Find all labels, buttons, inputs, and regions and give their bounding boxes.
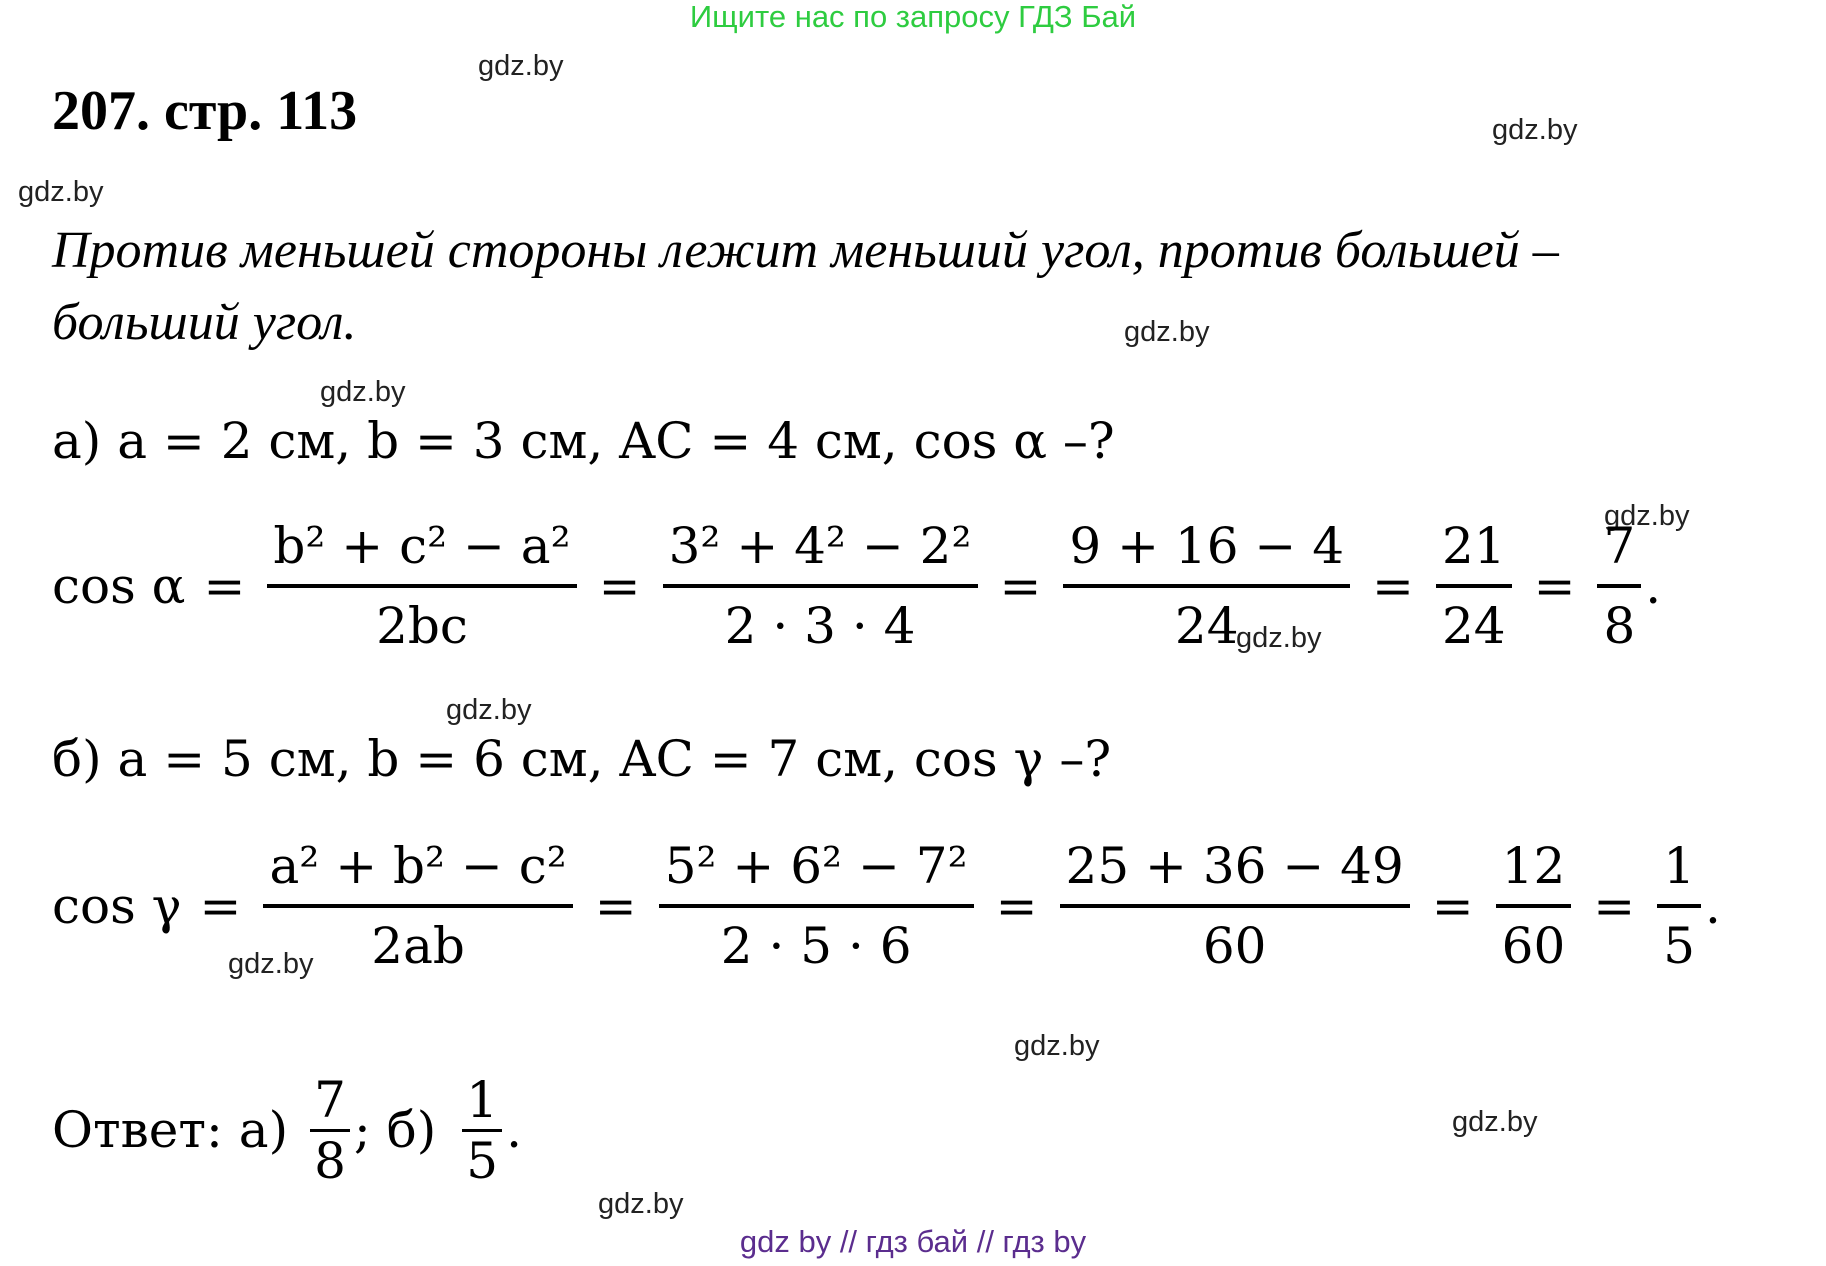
part-b-fraction-3 [1060,836,1410,976]
numerator: b² + c² − a² [273,517,571,575]
answer-a-fraction [310,1071,350,1190]
denominator: 5 [466,1131,499,1190]
part-b-lhs: cos γ [52,877,182,935]
equals-sign: = [1593,877,1636,935]
numerator: 12 [1501,837,1566,895]
answer-label: Ответ: а) [52,1101,289,1159]
denominator: 24 [1174,597,1239,655]
part-a-fraction-4 [1436,516,1512,656]
part-a-fraction-2 [663,516,978,656]
rule-line-2: больший угол. [52,294,357,351]
rule-line-1: Против меньшей стороны лежит меньший угол, против большей – [52,222,1559,279]
denominator: 60 [1501,917,1566,975]
part-a-fraction-3 [1063,516,1350,656]
answer-separator: ; б) [353,1101,437,1159]
watermark: gdz.by [598,1188,684,1220]
denominator: 2ab [371,917,465,975]
numerator: 1 [1663,837,1696,895]
equals-sign: = [199,877,242,935]
denominator: 2bc [376,597,468,655]
part-b-fraction-4 [1496,836,1572,976]
equals-sign: = [594,877,637,935]
exercise-heading: 207. стр. 113 [52,80,358,142]
watermark: gdz.by [320,376,406,408]
part-a-fraction-1 [267,516,576,656]
watermark: gdz.by [228,948,314,980]
equals-sign: = [1431,877,1474,935]
equals-sign: = [203,557,246,615]
numerator: 7 [314,1070,346,1129]
numerator: 25 + 36 − 49 [1065,837,1404,895]
part-b-equation [52,816,1721,996]
search-banner: Ищите нас по запросу ГДЗ Бай [689,0,1137,34]
watermark: gdz.by [478,50,564,82]
watermark: gdz.by [1452,1106,1538,1138]
denominator: 24 [1441,597,1506,655]
period: . [1705,877,1721,935]
watermark: gdz.by [1124,316,1210,348]
numerator: a² + b² − c² [269,837,567,895]
watermark: gdz.by [1604,500,1690,532]
part-b-fraction-2 [659,836,974,976]
part-a-condition: а) a = 2 см, b = 3 см, AC = 4 см, cos α –? [52,412,1115,470]
answer-b-fraction [462,1071,502,1190]
part-b-fraction-5 [1657,836,1701,976]
denominator: 60 [1202,917,1267,975]
denominator: 8 [1603,597,1636,655]
watermark: gdz.by [1236,622,1322,654]
numerator: 9 + 16 − 4 [1069,517,1345,575]
equals-sign: = [1533,557,1576,615]
equals-sign: = [999,557,1042,615]
equals-sign: = [598,557,641,615]
part-b-condition: б) a = 5 см, b = 6 см, AC = 7 см, cos γ –? [52,730,1112,788]
denominator: 2 · 3 · 4 [724,597,916,655]
numerator: 7 [1603,517,1636,575]
part-a-fraction-5 [1597,516,1641,656]
numerator: 5² + 6² − 7² [664,837,968,895]
watermark: gdz.by [446,694,532,726]
answer-line [52,1060,522,1200]
watermark: gdz.by [1492,114,1578,146]
watermark: gdz.by [1014,1030,1100,1062]
denominator: 5 [1663,917,1696,975]
numerator: 21 [1441,517,1506,575]
numerator: 1 [466,1070,499,1129]
footer-links[interactable]: gdz by // гдз бай // гдз by [739,1224,1087,1259]
equals-sign: = [1372,557,1414,615]
denominator: 2 · 5 · 6 [720,917,912,975]
part-b-fraction-1 [263,836,572,976]
part-a-equation [52,496,1661,676]
equals-sign: = [995,877,1038,935]
denominator: 8 [314,1131,346,1190]
period: . [506,1101,522,1159]
part-a-lhs: cos α [52,557,186,615]
period: . [1645,557,1662,615]
numerator: 3² + 4² − 2² [668,517,972,575]
watermark: gdz.by [18,176,104,208]
